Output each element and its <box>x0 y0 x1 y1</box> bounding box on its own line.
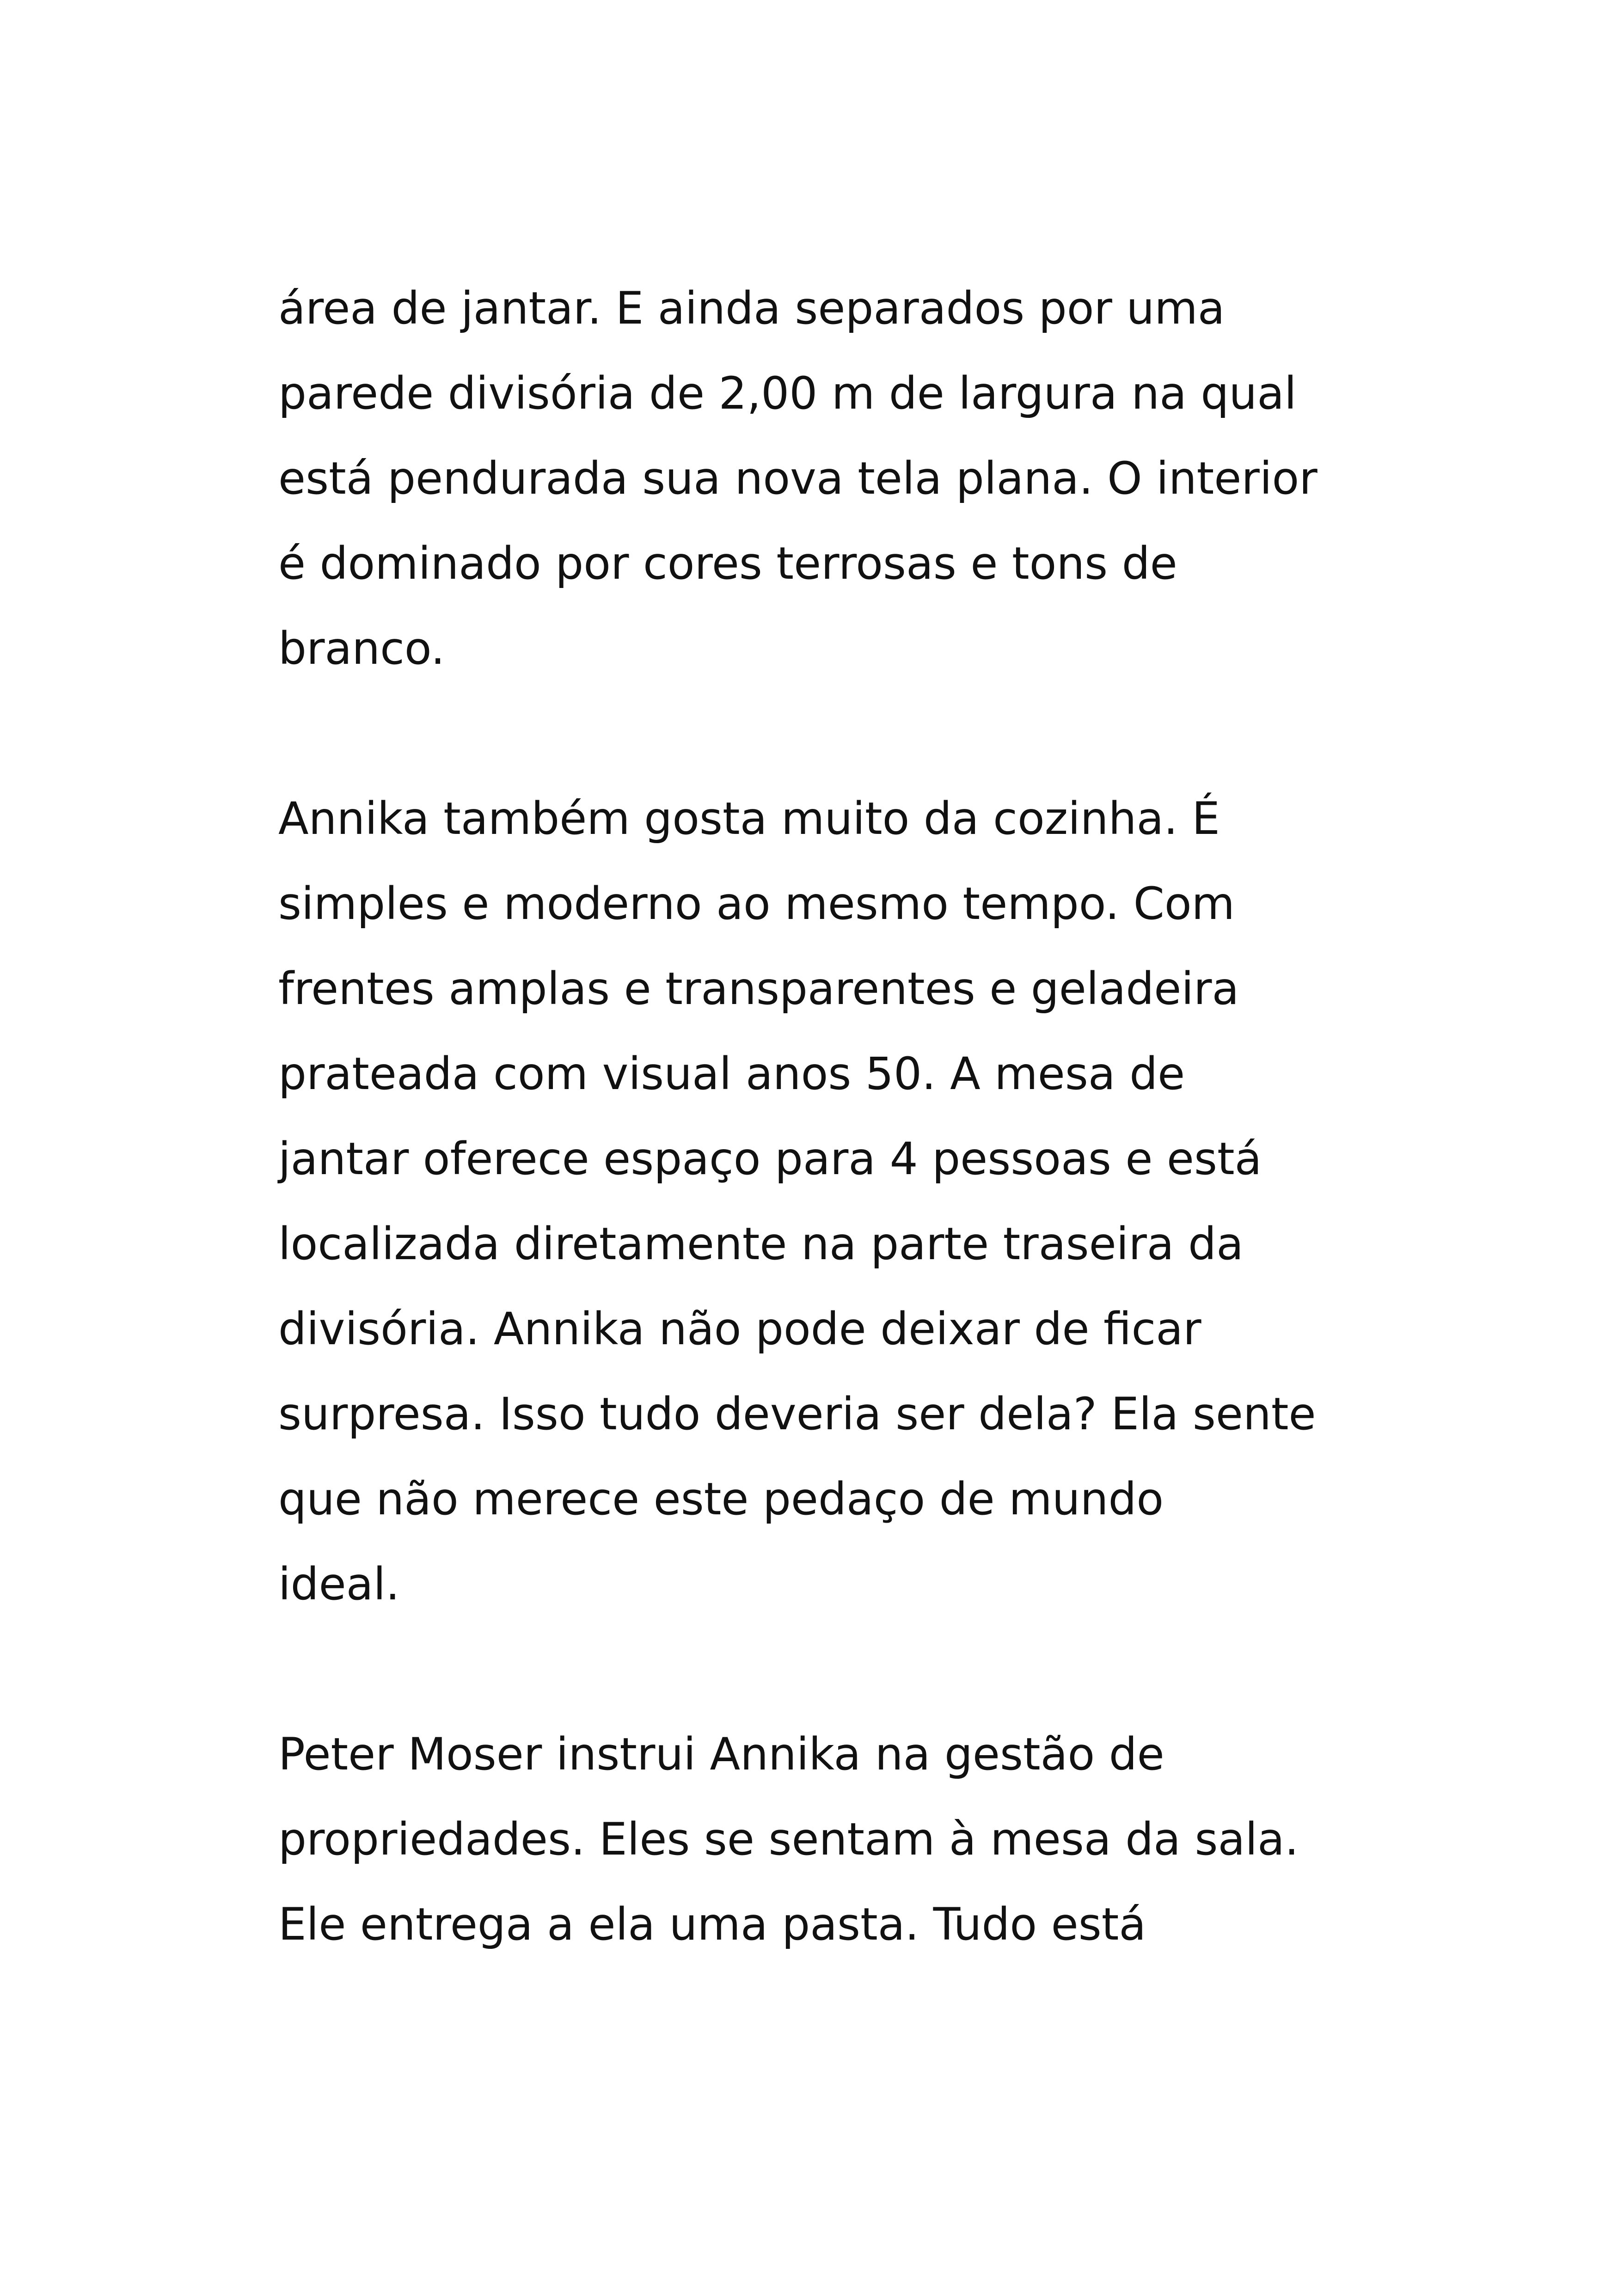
text-line: área de jantar. E ainda separados por uma <box>278 282 1225 334</box>
paragraph-2 <box>278 776 1480 1627</box>
text-line: está pendurada sua nova tela plana. O interior <box>278 453 1318 504</box>
text-line: surpresa. Isso tudo deveria ser dela? Ela sente <box>278 1388 1316 1440</box>
text-line: que não merece este pedaço de mundo <box>278 1473 1164 1525</box>
paragraph-3 <box>278 1712 1480 1967</box>
text-line: jantar oferece espaço para 4 pessoas e está <box>278 1133 1262 1185</box>
text-line: branco. <box>278 623 445 674</box>
text-line: Ele entrega a ela uma pasta. Tudo está <box>278 1898 1146 1950</box>
text-line: prateada com visual anos 50. A mesa de <box>278 1048 1185 1100</box>
text-line: é dominado por cores terrosas e tons de <box>278 538 1177 589</box>
text-line: divisória. Annika não pode deixar de ficar <box>278 1303 1201 1355</box>
body-text <box>278 266 1480 2052</box>
text-line: parede divisória de 2,00 m de largura na qual <box>278 367 1297 419</box>
text-line: simples e moderno ao mesmo tempo. Com <box>278 878 1235 930</box>
text-line: Annika também gosta muito da cozinha. É <box>278 793 1220 845</box>
text-line: ideal. <box>278 1558 400 1610</box>
text-line: frentes amplas e transparentes e geladeira <box>278 963 1239 1015</box>
paragraph-1 <box>278 266 1480 691</box>
text-line: Peter Moser instrui Annika na gestão de <box>278 1728 1164 1780</box>
text-line: localizada diretamente na parte traseira da <box>278 1218 1244 1270</box>
text-line: propriedades. Eles se sentam à mesa da sala. <box>278 1813 1299 1865</box>
